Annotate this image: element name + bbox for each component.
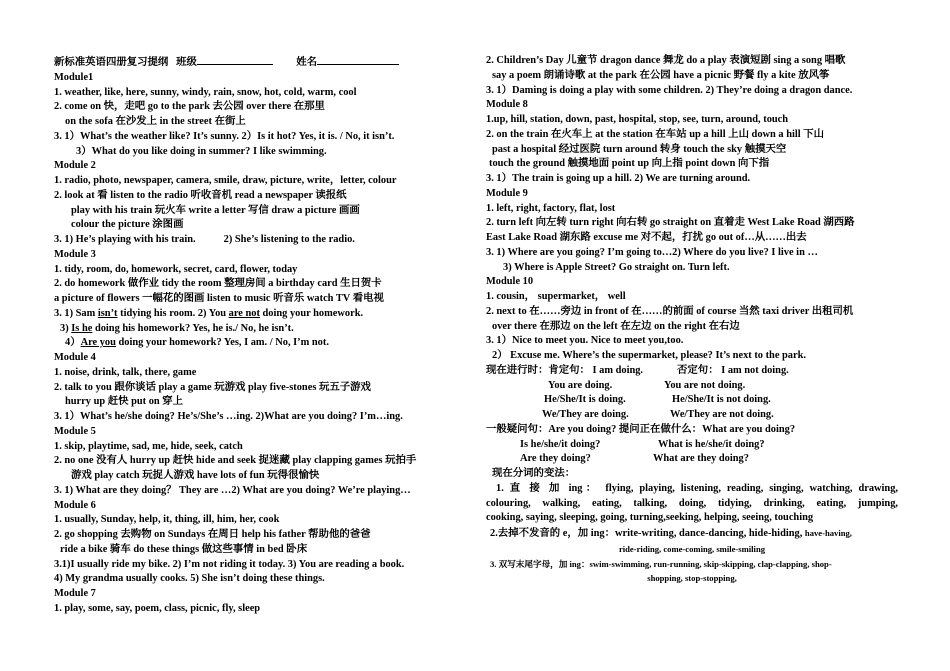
rule-1-line-3: cooking, saying, sleeping, going, turning,seeking, helping, seeing, touching — [486, 512, 814, 524]
m10-line-2: 2. next to 在……旁边 in front of 在……的前面 of course 当然 taxi driver 出租司机 — [486, 305, 854, 317]
m3-line-5 — [54, 322, 474, 337]
m3-l5-part-c: doing his homework? Yes, he is./ No, he isn’t. — [92, 322, 294, 334]
right-column — [486, 54, 898, 586]
m6-line-3: ride a bike 骑车 do these things 做这些事情 in bed 卧床 — [60, 543, 308, 555]
m3-l4-part-c: tidying his room. 2) You — [117, 307, 229, 319]
m9-line-4: 3. 1) Where are you going? I’m going to…2) Where do you live? I live in … — [486, 246, 818, 258]
present-continuous-line — [486, 364, 898, 379]
q-he-what: What is he/she/it doing? — [658, 438, 765, 450]
m8-line-3: past a hospital 经过医院 turn around 转身 touch the sky 触摸天空 — [492, 143, 787, 155]
conj-we-neg: We/They are not doing. — [670, 409, 774, 420]
m9-line-3: East Lake Road 湖东路 excuse me 对不起，打扰 go out of…从……出去 — [486, 232, 807, 243]
m9-line-2: 2. turn left 向左转 turn right 向右转 go straight on 直着走 West Lake Road 湖西路 — [486, 217, 855, 229]
m8-line-2: 2. on the train 在火车上 at the station 在车站 up a hill 上山 down a hill 下山 — [486, 128, 825, 140]
m7-line-3: say a poem 朗诵诗歌 at the park 在公园 have a picnic 野餐 fly a kite 放风筝 — [492, 69, 830, 81]
rule-2-line-1 — [486, 526, 898, 542]
rule-2-text: 2.去掉不发音的 e，加 ing：write-writing, dance-dancing, hide-hiding, — [490, 528, 803, 539]
m3-l6-part-c: doing your homework? Yes, I am. / No, I’m not. — [115, 337, 329, 349]
m2-line-2: 2. look at 看 listen to the radio 听收音机 read a newspaper 读报纸 — [54, 189, 347, 201]
rule-3-line-2: shopping, stop-stopping, — [647, 573, 737, 584]
m1-line-1: 1. weather, like, here, sunny, windy, rain, snow, hot, cold, warm, cool — [54, 86, 357, 98]
rule-1-line-1: 1. 直 接 加 ing： flying, playing, listening, reading, singing, watching, drawing, — [496, 482, 898, 494]
m3-l6-underline: Are you — [80, 337, 116, 349]
question-row-he — [486, 438, 898, 453]
m3-l4-underline-2: are not — [228, 307, 260, 319]
m4-line-1: 1. noise, drink, talk, there, game — [54, 366, 197, 378]
m5-line-1: 1. skip, playtime, sad, me, hide, seek, catch — [54, 440, 243, 452]
left-column — [54, 54, 474, 617]
m5-line-2: 2. no one 没有人 hurry up 赶快 hide and seek 捉迷藏 play clapping games 玩拍手 — [54, 455, 417, 467]
rule-2-line-2: ride-riding, come-coming, smile-smiling — [618, 543, 766, 554]
negative-label: 否定句： I am not doing. — [677, 364, 789, 376]
m2-line-4: colour the picture 涂图画 — [71, 219, 184, 231]
affirmative-label: 现在进行时：肯定句： I am doing. — [486, 364, 644, 376]
participle-rules-title: 现在分词的变法： — [492, 468, 576, 479]
m8-line-4: touch the ground 触摸地面 point up 向上指 point down 向下指 — [489, 158, 770, 170]
m7-line-2: 2. Children’s Day 儿童节 dragon dance 舞龙 do a play 表演短剧 sing a song 唱歌 — [486, 55, 846, 66]
m7-line-4: 3. 1）Daming is doing a play with some children. 2) They’re doing a dragon dance. — [486, 84, 853, 96]
module-4-title: Module 4 — [54, 352, 96, 363]
m2-line-3: play with his train 玩火车 write a letter 写信 draw a picture 画画 — [71, 204, 360, 216]
m2-line-5 — [54, 233, 474, 248]
module-3-title: Module 3 — [54, 248, 96, 260]
m5-line-4: 3. 1) What are they doing？ They are …2) What are you doing? We’re playing… — [54, 484, 411, 496]
q-they-what: What are they doing? — [653, 453, 749, 465]
m1-line-5: 3）What do you like doing in summer? I like swimming. — [76, 145, 327, 157]
m2-sentence-2: 2) She’s listening to the radio. — [223, 234, 355, 245]
conj-row-he — [486, 393, 898, 408]
module-1-title: Module1 — [54, 71, 94, 83]
conj-you-affirm: You are doing. — [548, 379, 613, 391]
class-label: 班级 — [176, 57, 197, 68]
m3-l4-part-a: 3. 1) Sam — [54, 307, 98, 319]
name-label: 姓名 — [296, 57, 318, 68]
module-6-title: Module 6 — [54, 499, 96, 511]
m3-line-1: 1. tidy, room, do, homework, secret, card, flower, today — [54, 263, 298, 275]
rule-1-line-2: colouring, walking, eating, talking, doing, tidying, drinking, eating, jumping, — [486, 497, 898, 509]
m8-line-5: 3. 1）The train is going up a hill. 2) We are turning around. — [486, 173, 751, 184]
module-10-title: Module 10 — [486, 276, 534, 288]
q-they-yesno: Are they doing? — [520, 453, 591, 465]
m1-line-3: on the sofa 在沙发上 in the street 在街上 — [65, 116, 246, 127]
m5-line-3: 游戏 play catch 玩捉人游戏 have lots of fun 玩得很愉快 — [71, 470, 320, 481]
conj-row-you — [486, 379, 898, 394]
m1-line-4: 3. 1）What’s the weather like? It’s sunny. 2）Is it hot? Yes, it is. / No, it isn’t. — [54, 130, 395, 142]
m3-line-6 — [54, 336, 474, 351]
m1-line-2: 2. come on 快，走吧 go to the park 去公园 over there 在那里 — [54, 101, 325, 113]
conj-you-neg: You are not doing. — [664, 379, 746, 391]
m8-line-1: 1.up, hill, station, down, past, hospital, stop, see, turn, around, touch — [486, 114, 789, 125]
m3-l4-part-e: doing your homework. — [259, 307, 364, 319]
m10-line-1: 1. cousin， supermarket， well — [486, 291, 626, 302]
m10-line-4: 3. 1）Nice to meet you. Nice to meet you,too. — [486, 335, 684, 347]
m3-l5-part-a: 3) — [60, 322, 72, 334]
conj-he-affirm: He/She/It is doing. — [544, 394, 626, 406]
m3-line-4 — [54, 307, 474, 322]
sheet-title: 新标准英语四册复习提纲 — [54, 57, 169, 68]
m2-line-1: 1. radio, photo, newspaper, camera, smile, draw, picture, write，letter, colour — [54, 175, 397, 186]
m6-line-1: 1. usually, Sunday, help, it, thing, ill, him, her, cook — [54, 514, 280, 526]
m10-line-3: over there 在那边 on the left 在左边 on the right 在右边 — [492, 320, 740, 332]
m4-line-3: hurry up 赶快 put on 穿上 — [65, 396, 184, 408]
module-9-title: Module 9 — [486, 187, 528, 199]
m4-line-2: 2. talk to you 跟你谈话 play a game 玩游戏 play five-stones 玩五子游戏 — [54, 381, 371, 393]
m2-sentence-1: 3. 1) He’s playing with his train. — [54, 234, 196, 245]
m6-line-5: 4) My grandma usually cooks. 5) She isn’t doing these things. — [54, 573, 325, 585]
class-blank — [197, 54, 273, 65]
m3-line-2: 2. do homework 做作业 tidy the room 整理房间 a birthday card 生日贺卡 — [54, 278, 382, 290]
m3-line-3: a picture of flowers 一幅花的图画 listen to music 听音乐 watch TV 看电视 — [54, 293, 384, 304]
question-line: 一般疑问句：Are you doing? 提问正在做什么：What are you doing? — [486, 423, 796, 435]
m9-line-5: 3) Where is Apple Street? Go straight on. Turn left. — [503, 261, 730, 273]
module-2-title: Module 2 — [54, 160, 96, 172]
name-blank — [317, 54, 399, 65]
m6-line-4: 3.1)I usually ride my bike. 2) I’m not riding it today. 3) You are reading a book. — [54, 558, 405, 570]
m6-line-2: 2. go shopping 去购物 on Sundays 在周日 help his father 帮助他的爸爸 — [54, 529, 371, 540]
m9-line-1: 1. left, right, factory, flat, lost — [486, 202, 616, 214]
question-row-they — [486, 452, 898, 467]
rule-3-line-1: 3. 双写末尾字母，加 ing：swim-swimming, run-running, skip-skipping, clap-clapping, shop- — [490, 558, 832, 569]
m3-l5-underline: Is he — [71, 322, 93, 334]
q-he-yesno: Is he/she/it doing? — [520, 438, 601, 450]
m3-l6-part-a: 4） — [65, 337, 81, 349]
m4-line-4: 3. 1）What’s he/she doing? He’s/She’s …ing. 2)What are you doing? I’m…ing. — [54, 411, 403, 422]
m3-l4-underline-1: isn’t — [97, 307, 118, 319]
rule-2-small: have-having, — [804, 528, 852, 538]
module-5-title: Module 5 — [54, 425, 96, 437]
module-8-title: Module 8 — [486, 99, 528, 111]
module-7-title: Module 7 — [54, 588, 96, 599]
conj-we-affirm: We/They are doing. — [542, 409, 629, 420]
conj-he-neg: He/She/It is not doing. — [672, 394, 771, 406]
m7-line-1: 1. play, some, say, poem, class, picnic, fly, sleep — [54, 602, 261, 614]
m10-line-5: 2） Excuse me. Where’s the supermarket, please? It’s next to the park. — [492, 350, 806, 361]
conj-row-we — [486, 408, 898, 423]
sheet-header — [54, 54, 474, 71]
